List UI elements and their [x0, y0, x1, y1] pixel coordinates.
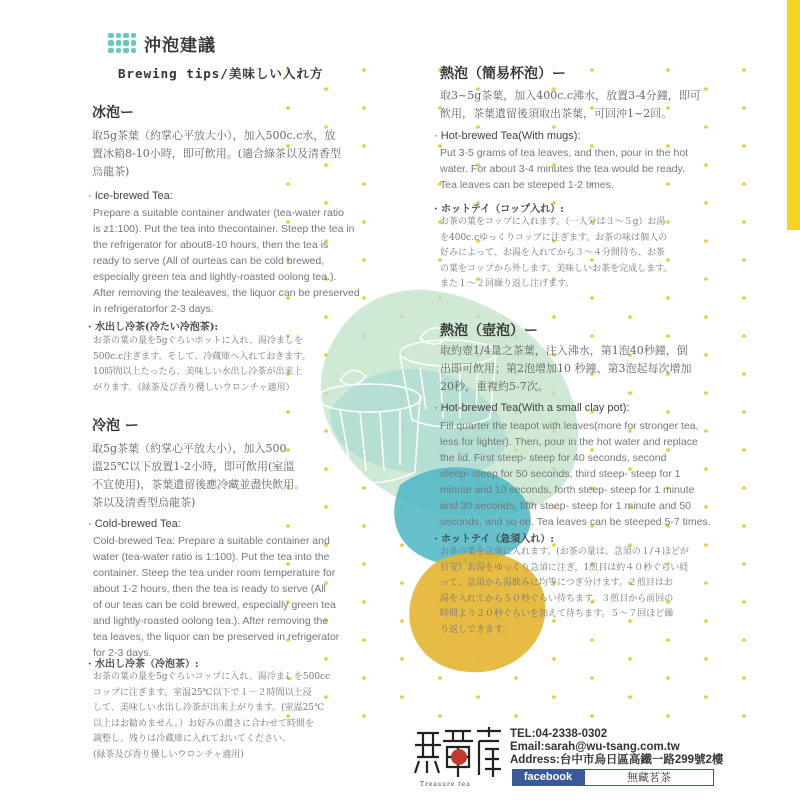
cold-brew-heading: 冷泡 ー [92, 418, 139, 434]
logo-tagline: Treasure tea [420, 781, 471, 788]
hot-mug-jp-title: · ホットテイ（コップ入れ）: [434, 204, 564, 215]
cold-brew-jp-text: お茶の葉の量を5gぐらいコップに入れ、湯冷ましを500cc コップに注ぎます。室温25℃以下で１－２時間以上浸 して、美味しい水出し冷茶が出来上がります。(室温25℃ 以上はお勧めません。）お好みの濃さに合わせて時間を 調整し、残りは冷蔵庫に入れておいてください。 (緑茶及び香り優しいウロンチャ適用) [93, 672, 331, 760]
ice-brew-zh-text: 取5g茶葉（約掌心平放大小），加入500c.c水，放 置冰箱8-10小時，即可飲用。(適合綠茶以及清香型 烏龍茶) [92, 129, 342, 178]
hot-mug-en-title: · Hot-brewed Tea(With mugs): [434, 130, 581, 142]
ice-brew-en-text: Prepare a suitable container andwater (tea-water ratio is z1:100). Put the tea into thecontainer. Steep the tea in the refrigerator for about8-10 hours, then the tea is ready to serve (All of ourteas can be cold brewed, especially green tea and lightly-roasted oolong tea.). After removing the tealeaves, the liquor can be preserved in refrigeratorfor 2-3 days. [93, 207, 360, 315]
cold-brew-en-title: · Cold-brewed Tea: [88, 518, 181, 530]
ice-brew-heading: 冰泡ー [92, 105, 134, 121]
yellow-edge-bar [787, 0, 800, 230]
hot-mug-zh-text: 取3~5g茶葉，加入400c.c沸水，放置3-4分鐘，即可 飲用，茶葉遺留後須取出茶葉，可回沖1~2回。 [440, 89, 701, 120]
hot-mug-jp-text: お茶の葉をコップに入れます。（一人分は３～５g）お湯 を400c.cゆっくりコップに注ぎます。お茶の味は個人の 好みによって、お湯を入れてから３～４分間待ち、お茶 の葉をコップから外します。美味しいお茶を完成します。 また１～２回繰り返し注げます。 [440, 217, 673, 289]
hot-mug-en-text: Put 3-5 grams of tea leaves, and then, pour in the hot water. For about 3-4 minutes the tea would be ready. Tea leaves can be steeped 1-2 times. [440, 147, 689, 191]
ice-brew-jp-text: お茶の葉の量を5gぐらいポットに入れ、湯冷ましを 500c.c注ぎます。そして、冷蔵庫へ入れておきます。 10時間以上たったら、美味しい水出し冷茶が出来上 がります。（緑茶及び香り優しいウロンチャ適用） [93, 336, 311, 393]
tea-cups-icon [108, 33, 136, 53]
hot-pot-jp-title: · ホットテイ（急須入れ）: [434, 534, 554, 545]
hot-pot-zh-text: 取約壺1/4量之茶葉，注入沸水，第1泡40秒鐘，倒 出即可飲用；第2泡增加10 秒鐘、第3泡起每次增加 20秒，重複約5-7次。 [440, 344, 692, 393]
ice-brew-en-title: · Ice-brewed Tea: [88, 190, 173, 202]
hot-mug-heading: 熱泡（簡易杯泡）ー [440, 66, 566, 82]
facebook-page-name[interactable]: 無藏茗茶 [584, 769, 714, 786]
cold-brew-zh-text: 取5g茶葉（約掌心平放大小），加入500 溫25℃以下放置1-2小時，即可飲用(室溫 不宜使用)，茶葉遺留後應冷藏並盡快飲用。 茶以及清香型烏龍茶) [92, 442, 306, 509]
facebook-badge[interactable]: facebook [512, 769, 584, 786]
hot-pot-jp-text: お茶の葉を急須に入れます。(お茶の量は、急須の１/４ほどが 目安）お湯をゆっくり急須に注ぎ，1煎目は約４０秒ぐらい経 って、急須から湯飲みに均等につぎ分けます。２煎目はお 湯を入れてから５０秒ぐらい待ちます。３煎目から前回の 時間より２０秒ぐらいを加えて待ちます。５～７回ほど繰 り返しできます。 [440, 547, 689, 635]
contact-info [510, 728, 723, 767]
cold-brew-en-text: Cold-brewed Tea: Prepare a suitable container and water (tea-water ratio is 1:100). Put the tea into the container. Steep the tea under room temperature for about 1-2 hours, then the tea is ready to serve (All of our teas can be cold brewed, especially green tea and lightly-roasted oolong tea.). After removing the tea leaves, the liquor can be preserved in refrigerator for 2-3 days. [93, 535, 340, 659]
contact-email: Email:sarah@wu-tsang.com.tw [510, 741, 680, 753]
hot-pot-en-text: Fill quarter the teapot with leaves(more for stronger tea, less for lighter). Then, pour in the hot water and replace the lid. First steep- steep for 40 seconds, second steep- steep for 50 seconds, third steep- steep for 1 minute and 10 seconds, forth steep- steep for 1 minute and 30 seconds, fifth steep- steep for 1 minute and 50 seconds, and so on. Tea leaves can be steeped 5-7 times. [440, 420, 711, 528]
treasure-tea-logo [413, 727, 503, 782]
hot-pot-en-title: · Hot-brewed Tea(With a small clay pot): [434, 402, 630, 414]
page-title: 沖泡建議 [144, 36, 216, 56]
page-subtitle: Brewing tips/美味しい入れ方 [118, 66, 324, 81]
ice-brew-jp-title: · 水出し冷茶(冷たい冷泡茶): [88, 322, 219, 333]
hot-pot-heading: 熱泡（壺泡）ー [440, 323, 538, 339]
cold-brew-jp-title: · 水出し冷茶（冷泡茶）: [88, 659, 199, 670]
contact-tel: TEL:04-2338-0302 [510, 728, 608, 740]
contact-address: Address:台中市烏日區高鐵一路299號2樓 [510, 754, 724, 766]
